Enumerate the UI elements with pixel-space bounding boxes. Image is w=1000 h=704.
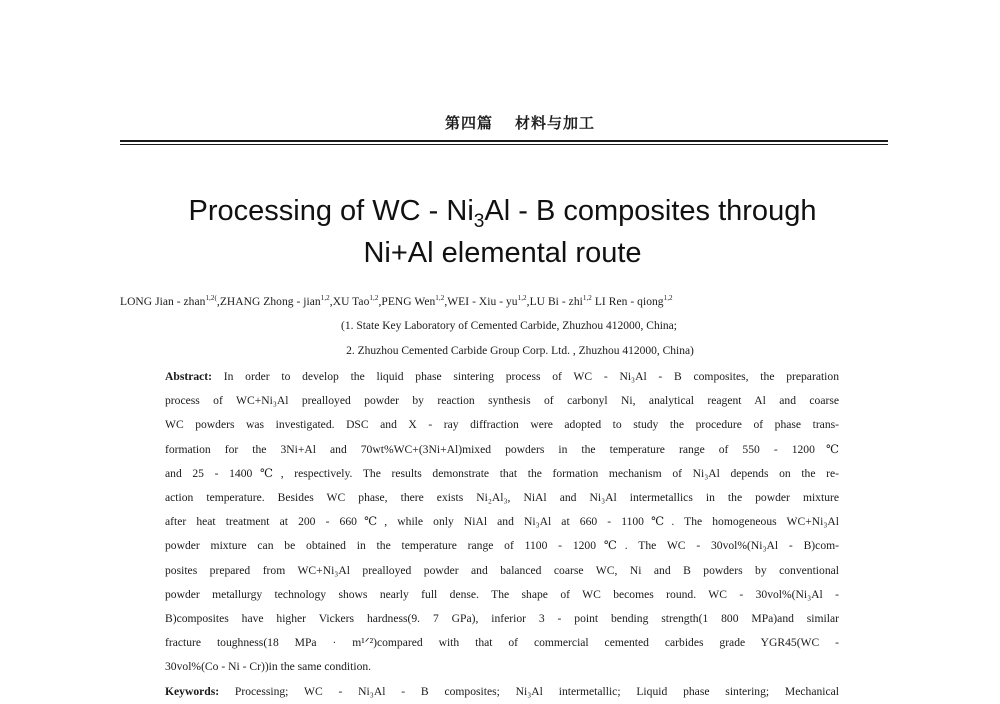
author-affil-sup: 1,2	[663, 294, 673, 303]
abstract-line: action temperature. Besides WC phase, there exists Ni₂Al₃, NiAl and Ni₃Al intermetallics in the powder mixture	[165, 491, 839, 505]
title-line-2: Ni+Al elemental route	[363, 237, 642, 269]
author-name: LU Bi - zhi	[529, 296, 583, 308]
author-affil-sup: 1,2	[320, 294, 330, 303]
header-part: 第四篇	[444, 114, 493, 132]
author-name: ZHANG Zhong - jian	[219, 296, 321, 308]
paper-title	[100, 190, 905, 274]
author-affil-sup: 1,2	[369, 294, 379, 303]
abstract-label: Abstract:	[165, 370, 213, 383]
author-affil-sup: 1,2	[435, 294, 445, 303]
title-line-1	[100, 190, 905, 232]
author-name: PENG Wen	[381, 296, 436, 308]
abstract-line: 30vol%(Co - Ni - Cr))in the same condition.	[165, 660, 372, 674]
author-name: LI Ren - qiong	[594, 296, 664, 308]
author-name: WEI - Xiu - yu	[447, 296, 518, 308]
abstract-line: formation for the 3Ni+Al and 70wt%WC+(3Ni+Al)mixed powders in the temperature range of 550 - 1200℃	[165, 442, 839, 456]
keywords-text: Processing; WC - Ni₃Al - B composites; Ni₃Al intermetallic; Liquid phase sintering; Mechanical	[219, 684, 839, 698]
abstract-line: powder mixture can be obtained in the temperature range of 1100 - 1200℃. The WC - 30vol%(Ni₃Al - B)com-	[165, 539, 839, 553]
abstract-line: WC powders was investigated. DSC and X - ray diffraction were adopted to study the procedure of phase trans-	[165, 418, 839, 432]
keywords-label: Keywords:	[165, 684, 220, 698]
abstract-line: powder metallurgy technology shows nearly full dense. The shape of WC becomes round. WC - 30vol%(Ni₃Al -	[165, 587, 839, 601]
abstract-line: B)composites have higher Vickers hardness(9. 7 GPa), inferior 3 - point bending strength(1 800 MPa)and similar	[165, 612, 839, 626]
author-affil-sup: 1,2	[517, 294, 527, 303]
header-section: 材料与加工	[515, 114, 596, 132]
author-affil-sup: 1,2	[582, 294, 592, 303]
author-affil-sup: 1,2(	[205, 294, 217, 303]
abstract-line	[165, 365, 839, 389]
header-rule-thin	[120, 144, 888, 145]
abstract-line: process of WC+Ni₃Al prealloyed powder by reaction synthesis of carbonyl Ni, analytical reagent Al and coarse	[165, 394, 839, 408]
author-list: LONG Jian - zhan$^{1,2(}$,ZHANG Zhong - jian$^{1,2}$,XU Tao$^{1,2}$,PENG Wen$^{1,2}$,WEI - Xiu - yu$^{1,2}$,LU Bi - zhi$^{1,2}$ LI Ren - qiong$^{1,2}$	[120, 294, 673, 308]
abstract-line: fracture toughness(18 MPa · m¹ᐟ²)compared with that of commercial cemented carbides grade YGR45(WC -	[165, 636, 839, 650]
abstract-line: posites prepared from WC+Ni₃Al prealloyed powder and balanced coarse WC, Ni and B powders by conventional	[165, 563, 839, 577]
keywords-line	[165, 680, 839, 704]
author-name: LONG Jian - zhan	[120, 296, 206, 308]
header-rule-thick	[120, 140, 888, 142]
running-header	[150, 112, 890, 133]
abstract-text: In order to develop the liquid phase sintering process of WC - Ni₃Al - B composites, the preparation	[212, 370, 839, 383]
title-line-1-b: Al - B composites through	[484, 195, 817, 227]
affiliation-1: (1. State Key Laboratory of Cemented Carbide, Zhuzhou 412000, China;	[341, 320, 677, 332]
title-line-1-sub: 3	[473, 210, 485, 232]
affiliation-2: 2. Zhuzhou Cemented Carbide Group Corp. Ltd. , Zhuzhou 412000, China)	[346, 345, 694, 357]
abstract-line: and 25 - 1400℃, respectively. The results demonstrate that the formation mechanism of Ni₃Al depends on the re-	[165, 466, 839, 480]
title-line-1-a: Processing of WC - Ni	[188, 195, 474, 227]
abstract-block	[165, 365, 839, 704]
abstract-line: after heat treatment at 200 - 660℃, while only NiAl and Ni₃Al at 660 - 1100℃. The homogeneous WC+Ni₃Al	[165, 515, 839, 529]
author-name: XU Tao	[332, 296, 370, 308]
